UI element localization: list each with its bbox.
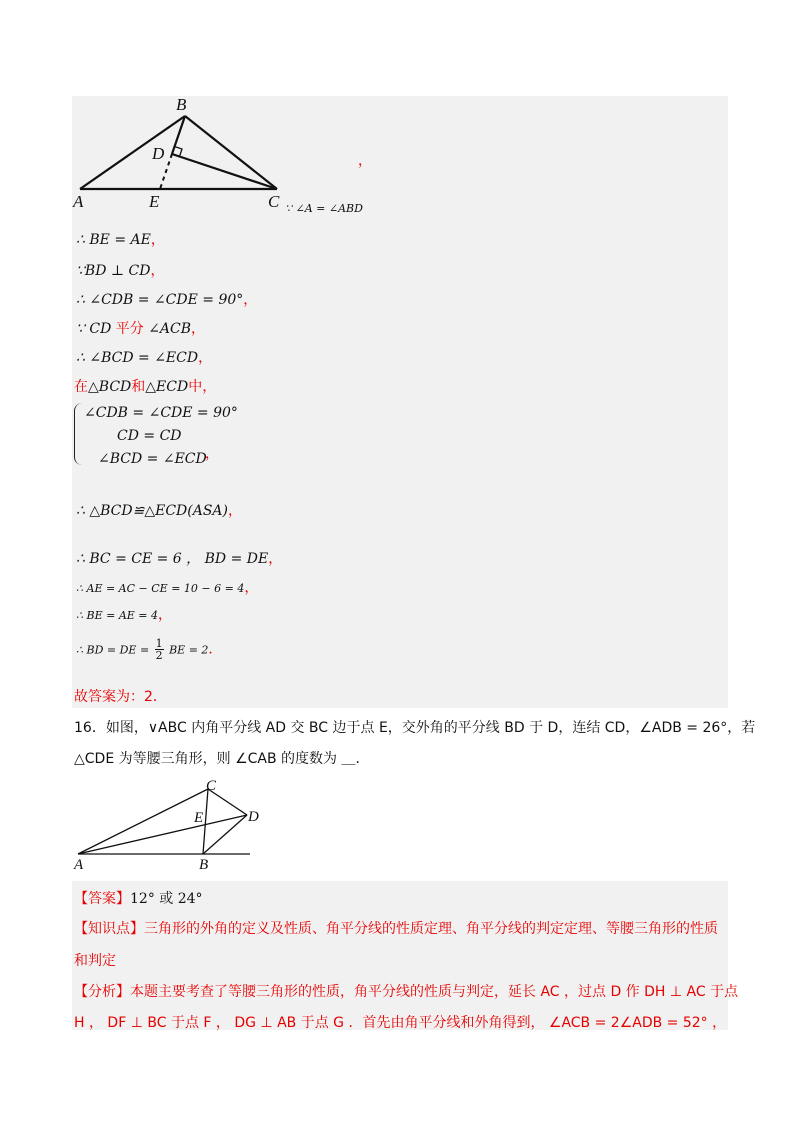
proof-line-9: ∴ AE = AC − CE = 10 − 6 = 4， <box>76 580 259 596</box>
q16-line-2: △CDE 为等腰三角形，则 ∠CAB 的度数为 ＿． <box>74 751 370 767</box>
fig1-side-mark: ， <box>358 153 372 169</box>
fig1-given: ∵ ∠A = ∠ABD <box>285 202 363 215</box>
proof-line-3: ∴ ∠CDB = ∠CDE = 90°， <box>76 292 258 308</box>
segment-ac <box>78 789 208 854</box>
fig1-label-b: B <box>176 95 187 114</box>
fig2-label-e: E <box>194 810 204 826</box>
system-brace <box>74 403 83 465</box>
system-row-3: ∠BCD = ∠ECD <box>98 451 207 467</box>
fig2-label-b: B <box>199 857 209 873</box>
segment-bd <box>203 815 247 854</box>
figure-16 <box>70 775 270 875</box>
analysis-row: 【分析】本题主要考查了等腰三角形的性质，角平分线的性质与判定，延长 AC ，过点 D 作 DH ⊥ AC 于点 <box>74 984 739 1000</box>
fig2-label-d: D <box>248 809 259 825</box>
fig1-label-d: D <box>152 144 165 163</box>
segment-bc <box>203 789 208 854</box>
proof-line-2: ∵BD ⊥ CD， <box>76 263 165 279</box>
fig2-label-c: C <box>206 778 217 794</box>
answer-line-15: 故答案为：2． <box>74 689 167 705</box>
fig1-label-c: C <box>268 192 280 211</box>
segment-dc <box>172 154 277 189</box>
proof-line-6: 在△BCD和△ECD中， <box>74 379 217 395</box>
proof-line-4: ∵ CD 平分 ∠ACB， <box>76 321 206 337</box>
fig2-label-a: A <box>74 857 84 873</box>
fig1-label-a: A <box>73 192 84 211</box>
proof-line-1: ∴ BE = AE， <box>76 232 165 248</box>
analysis-row-2: H ， DF ⊥ BC 于点 F ， DG ⊥ AB 于点 G ．首先由角平分线和外角得到， ∠ACB = 2∠ADB = 52° ， <box>74 1015 727 1031</box>
fig1-label-e: E <box>149 192 160 211</box>
system-row-1: ∠CDB = ∠CDE = 90° <box>84 405 238 421</box>
proof-line-5: ∴ ∠BCD = ∠ECD， <box>76 350 213 366</box>
segment-bc <box>185 116 277 189</box>
fraction-one-half: $\frac{1}{2}$ <box>155 637 163 662</box>
segment-ad <box>78 815 247 854</box>
segment-ab <box>80 116 185 189</box>
answer-row: 【答案】12° 或 24° <box>74 891 203 907</box>
proof-line-10: ∴ BE = AE = 4， <box>76 607 173 623</box>
proof-line-7: ∴ △BCD≌△ECD(ASA)， <box>76 503 242 519</box>
proof-line-11: ∴ BD = DE = $\frac{1}{2}$ BE = 2． <box>76 637 223 662</box>
proof-line-8: ∴ BC = CE = 6 ， BD = DE， <box>76 551 283 567</box>
system-tail: ， <box>205 446 219 462</box>
knowledge-point-row-2: 和判定 <box>74 953 116 969</box>
q16-line-1: 16．如图，∨ABC 内角平分线 AD 交 BC 边于点 E，交外角的平分线 BD 于 D，连结 CD，∠ADB = 26°，若 <box>74 720 756 736</box>
knowledge-point-row: 【知识点】三角形的外角的定义及性质、角平分线的性质定理、角平分线的判定定理、等腰三角形的性质 <box>74 921 718 937</box>
system-row-2: CD = CD <box>117 428 182 444</box>
